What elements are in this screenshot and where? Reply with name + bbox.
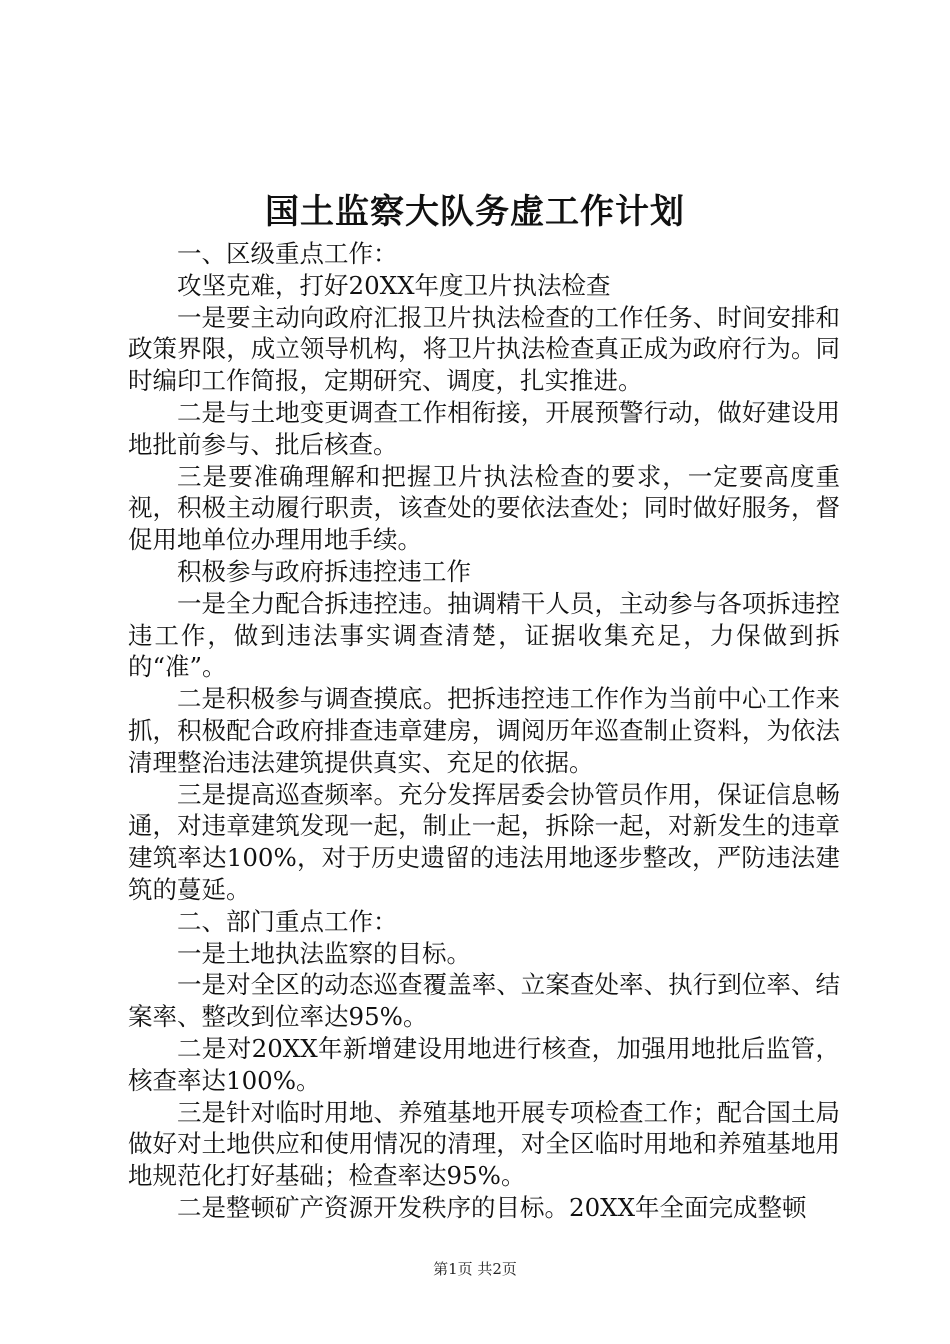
paragraph: 一是对全区的动态巡查覆盖率、立案查处率、执行到位率、结案率、整改到位率达95%。 [128, 970, 840, 1032]
paragraph: 攻坚克难，打好20XX年度卫片执法检查 [177, 270, 611, 300]
paragraph: 三是要准确理解和把握卫片执法检查的要求，一定要高度重视，积极主动履行职责，该查处的要依法查处；同时做好服务，督促用地单位办理用地手续。 [128, 461, 840, 555]
paragraph: 二是对20XX年新增建设用地进行核查，加强用地批后监管，核查率达100%。 [128, 1033, 840, 1095]
paragraph: 三是提高巡查频率。充分发挥居委会协管员作用，保证信息畅通，对违章建筑发现一起，制止一起，拆除一起，对新发生的违章建筑率达100%，对于历史遗留的违法用地逐步整改，严防违法建筑的蔓延。 [128, 779, 840, 904]
paragraph: 二是与土地变更调查工作相衔接，开展预警行动，做好建设用地批前参与、批后核查。 [128, 397, 840, 459]
paragraph: 积极参与政府拆违控违工作 [177, 556, 471, 586]
document-title: 国土监察大队务虚工作计划 [265, 192, 685, 232]
paragraph: 一是全力配合拆违控违。抽调精干人员，主动参与各项拆违控违工作，做到违法事实调查清楚，证据收集充足，力保做到拆的“准”。 [128, 588, 840, 682]
page-number-footer: 第1页 共2页 [433, 1260, 517, 1278]
paragraph: 一、区级重点工作： [177, 239, 398, 268]
paragraph: 二、部门重点工作： [177, 906, 398, 936]
paragraph: 二是积极参与调查摸底。把拆违控违工作作为当前中心工作来抓，积极配合政府排查违章建房，调阅历年巡查制止资料，为依法清理整治违法建筑提供真实、充足的依据。 [128, 684, 840, 777]
document-body [128, 238, 840, 1224]
paragraph: 三是针对临时用地、养殖基地开展专项检查工作；配合国土局做好对土地供应和使用情况的清理，对全区临时用地和养殖基地用地规范化打好基础；检查率达95%。 [128, 1097, 840, 1191]
paragraph: 一是土地执法监察的目标。 [177, 938, 471, 968]
paragraph: 一是要主动向政府汇报卫片执法检查的工作任务、时间安排和政策界限，成立领导机构，将卫片执法检查真正成为政府行为。同时编印工作简报，定期研究、调度，扎实推进。 [128, 302, 840, 396]
paragraph: 二是整顿矿产资源开发秩序的目标。20XX年全面完成整顿 [177, 1192, 807, 1222]
